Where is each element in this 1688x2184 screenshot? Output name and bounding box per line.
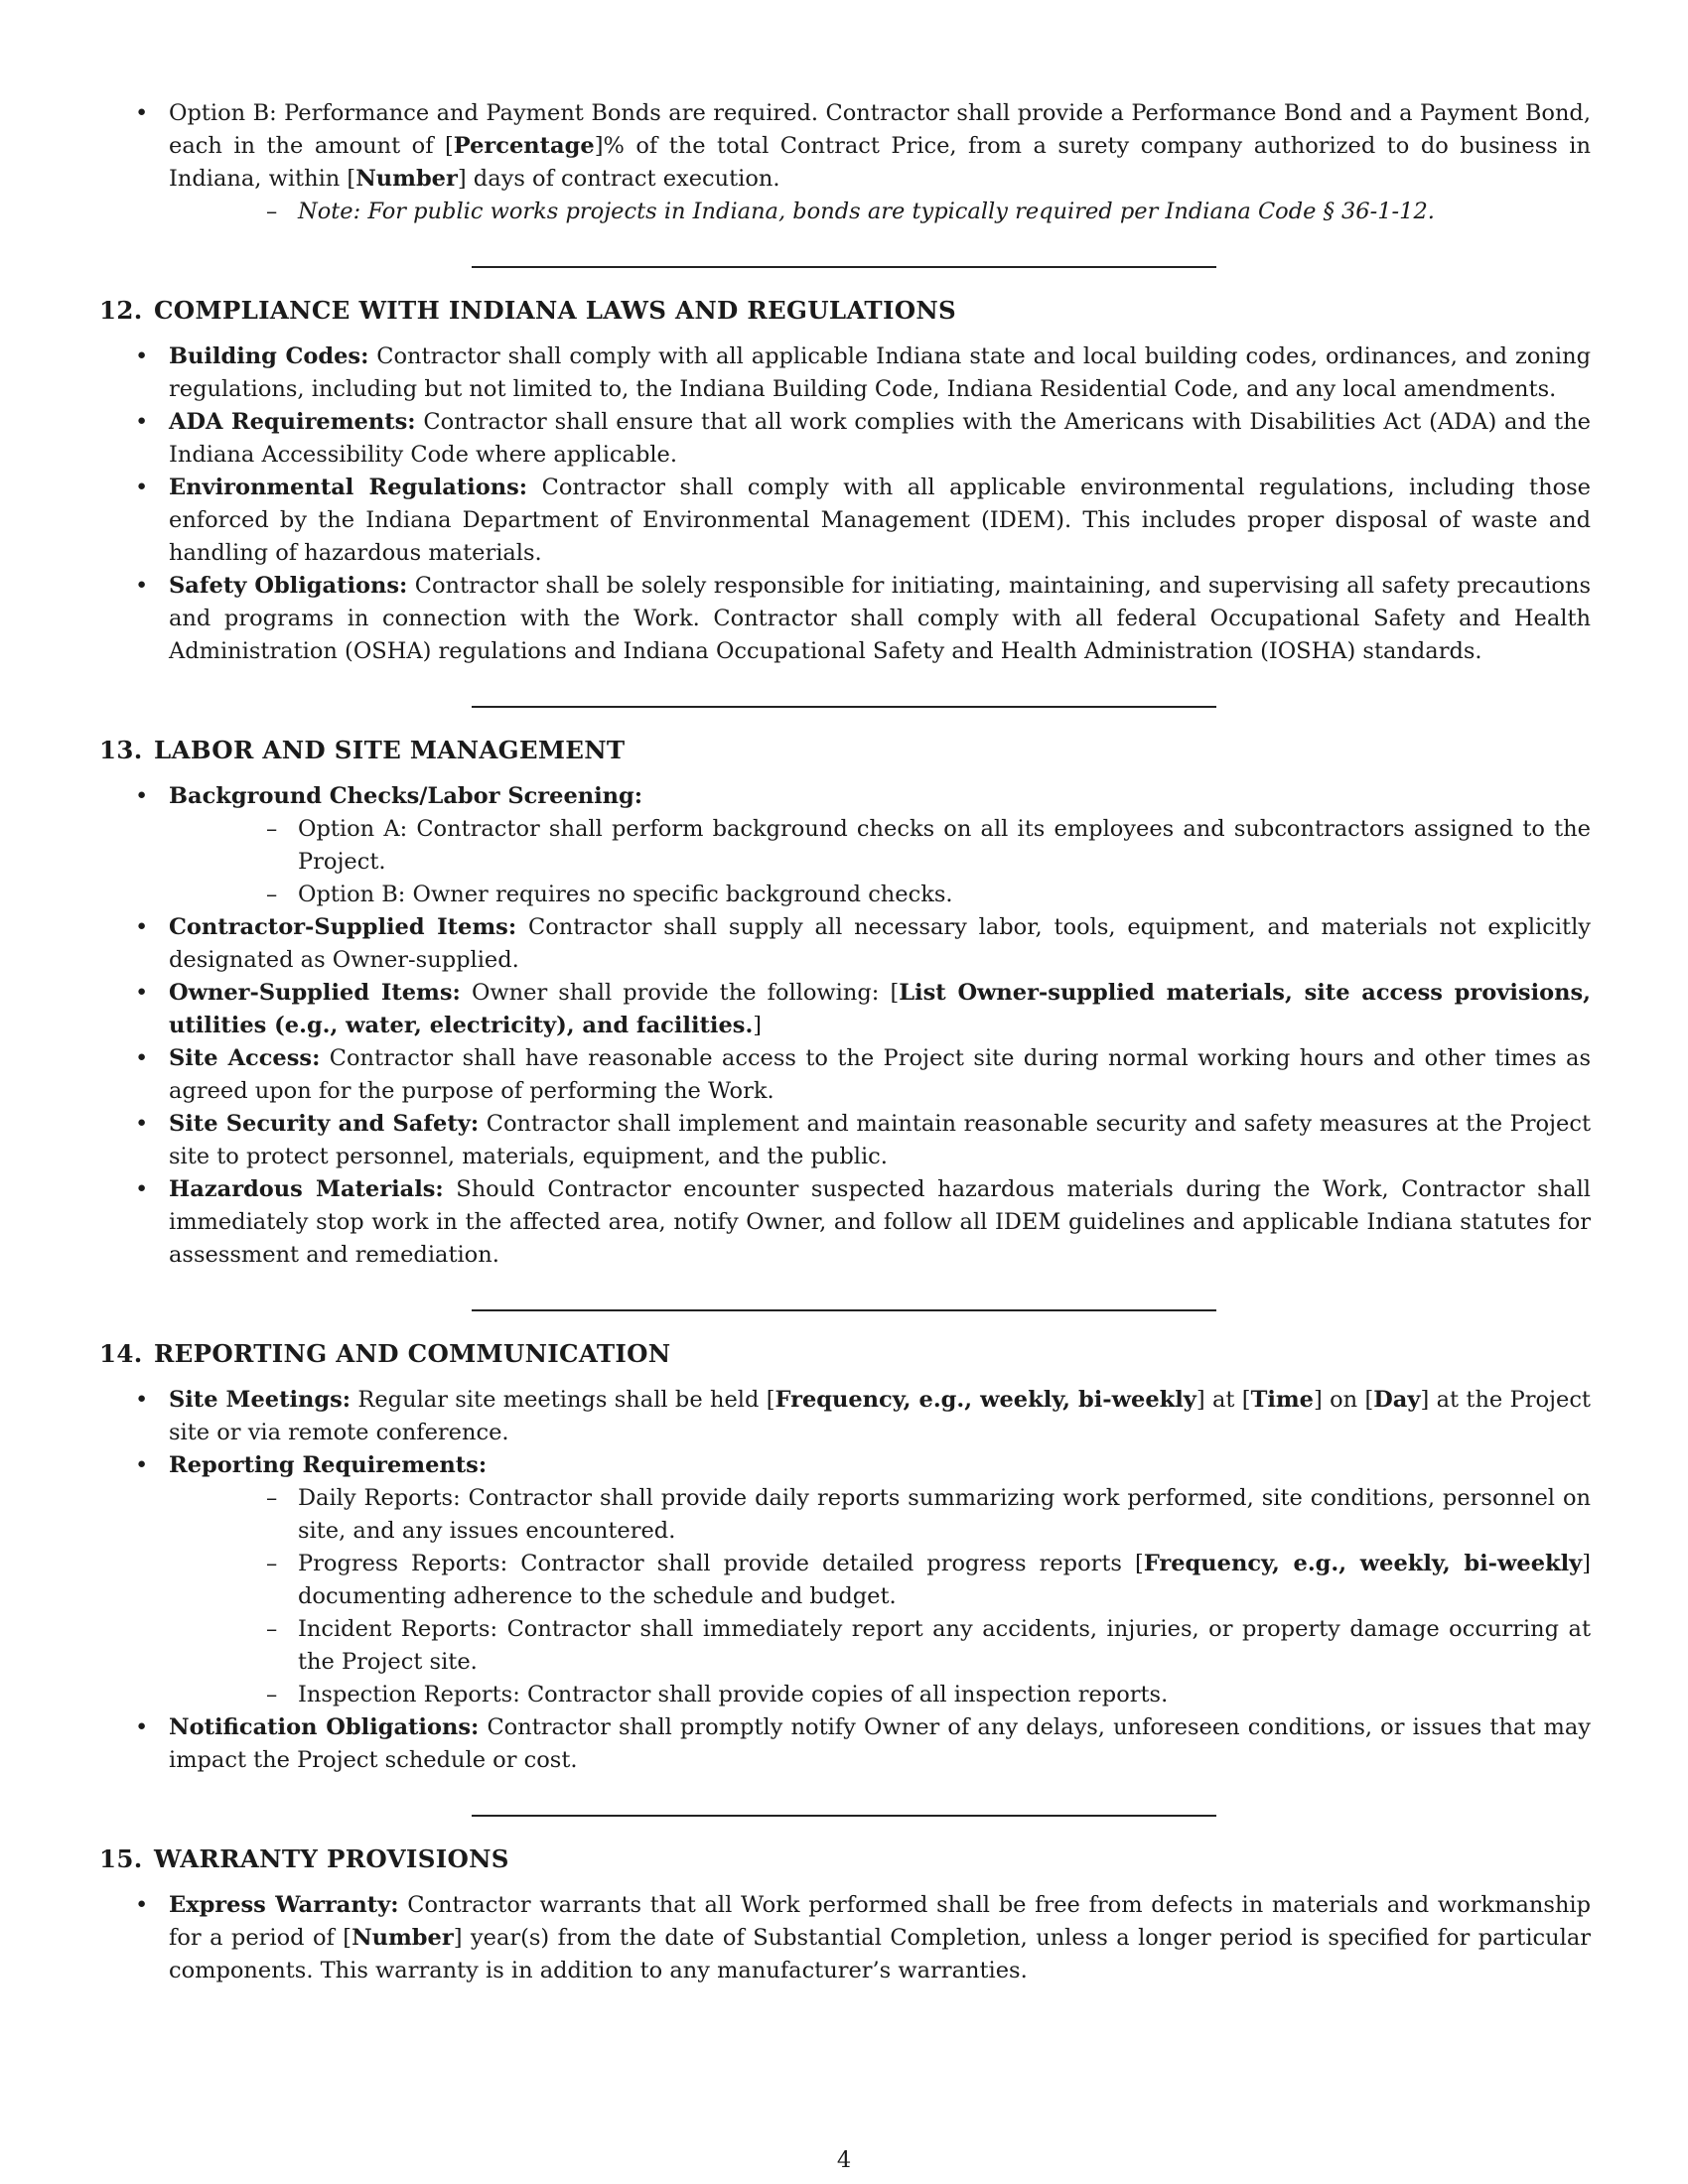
item-text: Progress Reports: Contractor shall provide detailed progress reports [ [298, 1551, 1144, 1576]
item-label: Hazardous Materials: [169, 1176, 444, 1202]
placeholder-number: Number [355, 166, 458, 192]
placeholder-frequency: Frequency, e.g., weekly, bi-weekly [1143, 1551, 1583, 1576]
list-item [99, 97, 1591, 228]
placeholder-number: Number [352, 1925, 454, 1951]
placeholder-owner-supplied: List Owner-supplied materials, site access provisions, utilities (e.g., water, electricity), and facilities. [169, 980, 1591, 1038]
item-label: Safety Obligations: [169, 573, 408, 599]
list-item [99, 1711, 1591, 1777]
document-page [99, 97, 1591, 1987]
labor-list [99, 780, 1591, 1272]
list-item [99, 911, 1591, 977]
item-label: ADA Requirements: [169, 409, 416, 435]
compliance-list [99, 341, 1591, 668]
item-text: ] at the Project site or via remote conference. [169, 1387, 1591, 1445]
placeholder-frequency: Frequency, e.g., weekly, bi-weekly [774, 1387, 1196, 1413]
item-label: Site Security and Safety: [169, 1111, 480, 1137]
item-text: Contractor shall be solely responsible for initiating, maintaining, and supervising all safety precautions and programs in connection with the Work. Contractor shall comply with all federal Occupational Safety and Health Administration (OSHA) regulations and Indiana Occupational Safety and Health Administration (IOSHA) standards. [169, 573, 1591, 664]
section-divider [472, 1815, 1216, 1817]
item-label: Background Checks/Labor Screening: [169, 783, 643, 809]
list-item [99, 1889, 1591, 1987]
section-title: REPORTING AND COMMUNICATION [154, 1339, 671, 1368]
item-label: Reporting Requirements: [169, 1452, 488, 1478]
item-text: ] year(s) from the date of Substantial Completion, unless a longer period is specified for particular components. This warranty is in addition to any manufacturer’s warranties. [169, 1925, 1591, 1983]
item-text: Contractor shall comply with all applicable Indiana state and local building codes, ordinances, and zoning regulations, including but not limited to, the Indiana Building Code, Indiana Residential Code, and any local amendments. [169, 343, 1591, 402]
item-text: ] at [ [1196, 1387, 1251, 1413]
list-item [99, 1173, 1591, 1272]
item-text: Option B: Owner requires no specific background checks. [298, 882, 953, 907]
item-text: Contractor shall ensure that all work complies with the Americans with Disabilities Act (ADA) and the Indiana Accessibility Code where applicable. [169, 409, 1591, 468]
item-text: Incident Reports: Contractor shall immediately report any accidents, injuries, or property damage occurring at the Project site. [298, 1616, 1591, 1675]
list-item [169, 1613, 1591, 1679]
section-title: LABOR AND SITE MANAGEMENT [154, 736, 626, 764]
section-divider [472, 706, 1216, 708]
section-heading-14 [99, 1337, 1591, 1370]
item-text: Contractor shall promptly notify Owner of any delays, unforeseen conditions, or issues that may impact the Project schedule or cost. [169, 1714, 1591, 1773]
item-label: Environmental Regulations: [169, 475, 528, 500]
item-text: ] documenting adherence to the schedule and budget. [298, 1551, 1592, 1609]
item-text: Contractor shall have reasonable access to the Project site during normal working hours and other times as agreed upon for the purpose of performing the Work. [169, 1045, 1591, 1104]
item-text: Owner shall provide the following: [ [460, 980, 900, 1006]
placeholder-percentage: Percentage [453, 133, 595, 159]
list-item [169, 879, 1591, 911]
list-item [169, 1679, 1591, 1711]
item-text: ] [753, 1013, 763, 1038]
list-item [169, 1548, 1591, 1613]
placeholder-time: Time [1250, 1387, 1314, 1413]
item-label: Owner-Supplied Items: [169, 980, 461, 1006]
item-text: Contractor shall comply with all applicable environmental regulations, including those enforced by the Indiana Department of Environmental Management (IDEM). This includes proper disposal of waste and handling of hazardous materials. [169, 475, 1591, 566]
list-item [99, 977, 1591, 1042]
section-divider [472, 266, 1216, 268]
section-number: 14. [99, 1339, 143, 1368]
list-item [99, 1042, 1591, 1108]
bond-options-list [99, 97, 1591, 228]
item-text: Inspection Reports: Contractor shall provide copies of all inspection reports. [298, 1682, 1169, 1707]
list-item [99, 1384, 1591, 1449]
item-text: Contractor shall supply all necessary labor, tools, equipment, and materials not explicitly designated as Owner-supplied. [169, 914, 1591, 973]
list-item [169, 1482, 1591, 1548]
section-title: WARRANTY PROVISIONS [154, 1844, 509, 1873]
list-item [99, 341, 1591, 406]
item-text: Contractor shall implement and maintain reasonable security and safety measures at the Project site to protect personnel, materials, equipment, and the public. [169, 1111, 1591, 1169]
item-text: ] on [ [1314, 1387, 1374, 1413]
item-label: Building Codes: [169, 343, 369, 369]
bond-note: Note: For public works projects in Indiana, bonds are typically required per Indiana Code § 36-1-12. [298, 199, 1435, 224]
list-item [99, 406, 1591, 472]
item-label: Contractor-Supplied Items: [169, 914, 517, 940]
item-label: Notification Obligations: [169, 1714, 480, 1740]
list-item [99, 1108, 1591, 1173]
item-label: Site Meetings: [169, 1387, 352, 1413]
list-item [99, 1449, 1591, 1711]
option-b-text: ] days of contract execution. [457, 166, 780, 192]
item-text: Daily Reports: Contractor shall provide daily reports summarizing work performed, site conditions, personnel on site, and any issues encountered. [298, 1485, 1591, 1544]
list-item [99, 570, 1591, 668]
option-b-text: ]% of the total Contract Price, from a surety company authorized to do business in Indiana, within [ [169, 133, 1591, 192]
page-number: 4 [836, 2147, 852, 2173]
section-number: 12. [99, 296, 143, 325]
section-heading-13 [99, 734, 1591, 766]
item-text: Contractor warrants that all Work performed shall be free from defects in materials and workmanship for a period of [ [169, 1892, 1591, 1951]
section-divider [472, 1309, 1216, 1311]
list-item [99, 780, 1591, 911]
item-label: Express Warranty: [169, 1892, 399, 1918]
list-item [169, 196, 1591, 228]
section-number: 13. [99, 736, 143, 764]
warranty-list [99, 1889, 1591, 1987]
section-heading-15 [99, 1843, 1591, 1875]
list-item [99, 472, 1591, 570]
section-heading-12 [99, 294, 1591, 327]
item-label: Site Access: [169, 1045, 321, 1071]
item-text: Option A: Contractor shall perform background checks on all its employees and subcontractors assigned to the Project. [298, 816, 1591, 875]
item-text: Regular site meetings shall be held [ [351, 1387, 775, 1413]
option-b-text: Option B: Performance and Payment Bonds are required. Contractor shall provide a Performance Bond and a Payment Bond, each in the amount of [ [169, 100, 1591, 159]
section-number: 15. [99, 1844, 143, 1873]
list-item [169, 813, 1591, 879]
placeholder-day: Day [1373, 1387, 1421, 1413]
section-title: COMPLIANCE WITH INDIANA LAWS AND REGULATIONS [154, 296, 957, 325]
item-text: Should Contractor encounter suspected hazardous materials during the Work, Contractor shall immediately stop work in the affected area, notify Owner, and follow all IDEM guidelines and applicable Indiana statutes for assessment and remediation. [169, 1176, 1591, 1268]
reporting-list [99, 1384, 1591, 1777]
